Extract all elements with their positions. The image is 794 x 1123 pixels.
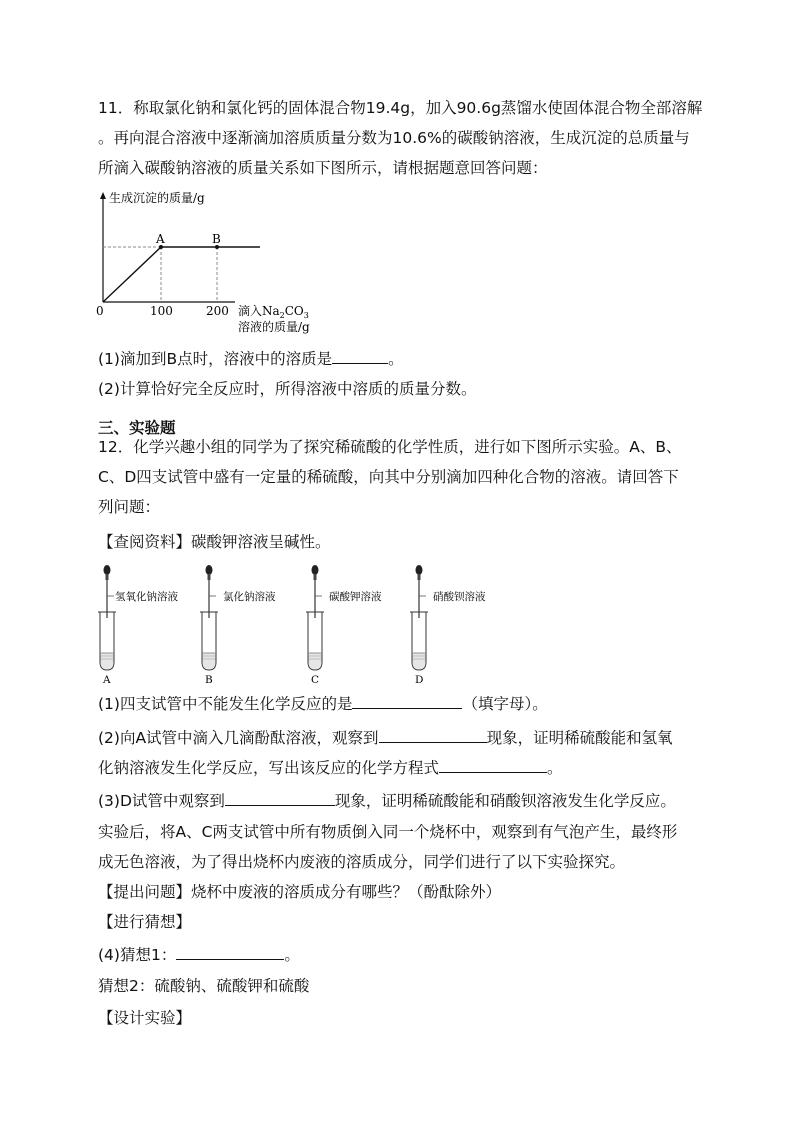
q11-line1: 11．称取氯化钠和氯化钙的固体混合物19.4g，加入90.6g蒸馏水使固体混合物全部溶解: [98, 99, 703, 117]
point-a-label: A: [156, 232, 165, 246]
answer-blank[interactable]: [332, 348, 388, 364]
q12-after-line1: 实验后，将A、C两支试管中所有物质倒入同一个烧杯中，观察到有气泡产生，最终形: [98, 823, 678, 841]
tube-a: [98, 565, 178, 685]
tick-100: 100: [150, 304, 173, 318]
q12-guess2: 猜想2：硫酸钠、硫酸钾和硫酸: [98, 977, 310, 995]
q12-after-line2: 成无色溶液，为了得出烧杯内废液的溶质成分，同学们进行了以下实验探究。: [98, 853, 626, 871]
x-axis-label-line1: 滴入$Na_2CO_3$: [238, 304, 309, 320]
q11-sub1: (1)滴加到B点时，溶液中的溶质是 。: [98, 350, 404, 368]
q11-sub2: (2)计算恰好完全反应时，所得溶液中溶质的质量分数。: [98, 380, 477, 398]
q12-sub2-line2: 化钠溶液发生化学反应，写出该反应的化学方程式 。: [98, 759, 563, 777]
y-axis-label: 生成沉淀的质量/g: [109, 191, 205, 205]
q12-line1: 12．化学兴趣小组的同学为了探究稀硫酸的化学性质，进行如下图所示实验。A、B、: [98, 438, 682, 456]
tube-c-reagent: 碳酸钾溶液: [329, 591, 382, 603]
precipitate-graph: [95, 190, 355, 340]
q12-lookup: 【查阅资料】碳酸钾溶液呈碱性。: [98, 533, 331, 551]
q12-line3: 列问题：: [98, 498, 161, 516]
q12-guess1: (4)猜想1： 。: [98, 946, 300, 964]
answer-blank[interactable]: [352, 693, 462, 709]
tube-b-reagent: 氯化钠溶液: [223, 591, 276, 603]
tube-d: [410, 565, 486, 685]
answer-blank[interactable]: [439, 757, 547, 773]
tick-200: 200: [206, 304, 229, 318]
answer-blank[interactable]: [225, 790, 335, 806]
tube-a-reagent: 氢氧化钠溶液: [115, 591, 178, 603]
q12-design-heading: 【设计实验】: [98, 1009, 192, 1027]
q12-sub3: (3)D试管中观察到 现象，证明稀硫酸能和硝酸钡溶液发生化学反应。: [98, 792, 676, 810]
q12-question: 【提出问题】烧杯中废液的溶质成分有哪些？（酚酞除外）: [98, 883, 502, 901]
y-axis-arrow: [100, 192, 106, 199]
precipitate-curve: [103, 247, 260, 302]
x-axis-label-line2: 溶液的质量/g: [238, 320, 310, 334]
tube-d-reagent: 硝酸钡溶液: [433, 591, 486, 603]
q12-sub2-line1: (2)向A试管中滴入几滴酚酞溶液，观察到 现象，证明稀硫酸能和氢氧: [98, 729, 673, 747]
tube-b-letter: B: [205, 674, 213, 685]
origin-label: 0: [96, 304, 104, 318]
tube-c: [306, 565, 382, 685]
q12-line2: C、D四支试管中盛有一定量的稀硫酸，向其中分别滴加四种化合物的溶液。请回答下: [98, 468, 679, 486]
q11-line3: 所滴入碳酸钠溶液的质量关系如下图所示，请根据题意回答问题：: [98, 159, 548, 177]
point-b-label: B: [212, 232, 221, 246]
test-tubes-figure: [95, 560, 515, 685]
tube-b: [200, 565, 276, 685]
q12-sub1: (1)四支试管中不能发生化学反应的是 （填字母）。: [98, 695, 548, 713]
tube-c-letter: C: [311, 674, 320, 685]
q11-line2: 。再向混合溶液中逐渐滴加溶质质量分数为10.6%的碳酸钠溶液，生成沉淀的总质量与: [98, 129, 690, 147]
answer-blank[interactable]: [379, 727, 487, 743]
tube-d-letter: D: [415, 674, 424, 685]
tube-a-letter: A: [103, 674, 111, 685]
q12-guess-heading: 【进行猜想】: [98, 913, 192, 931]
answer-blank[interactable]: [176, 944, 284, 960]
section-heading: 三、实验题: [98, 419, 176, 437]
